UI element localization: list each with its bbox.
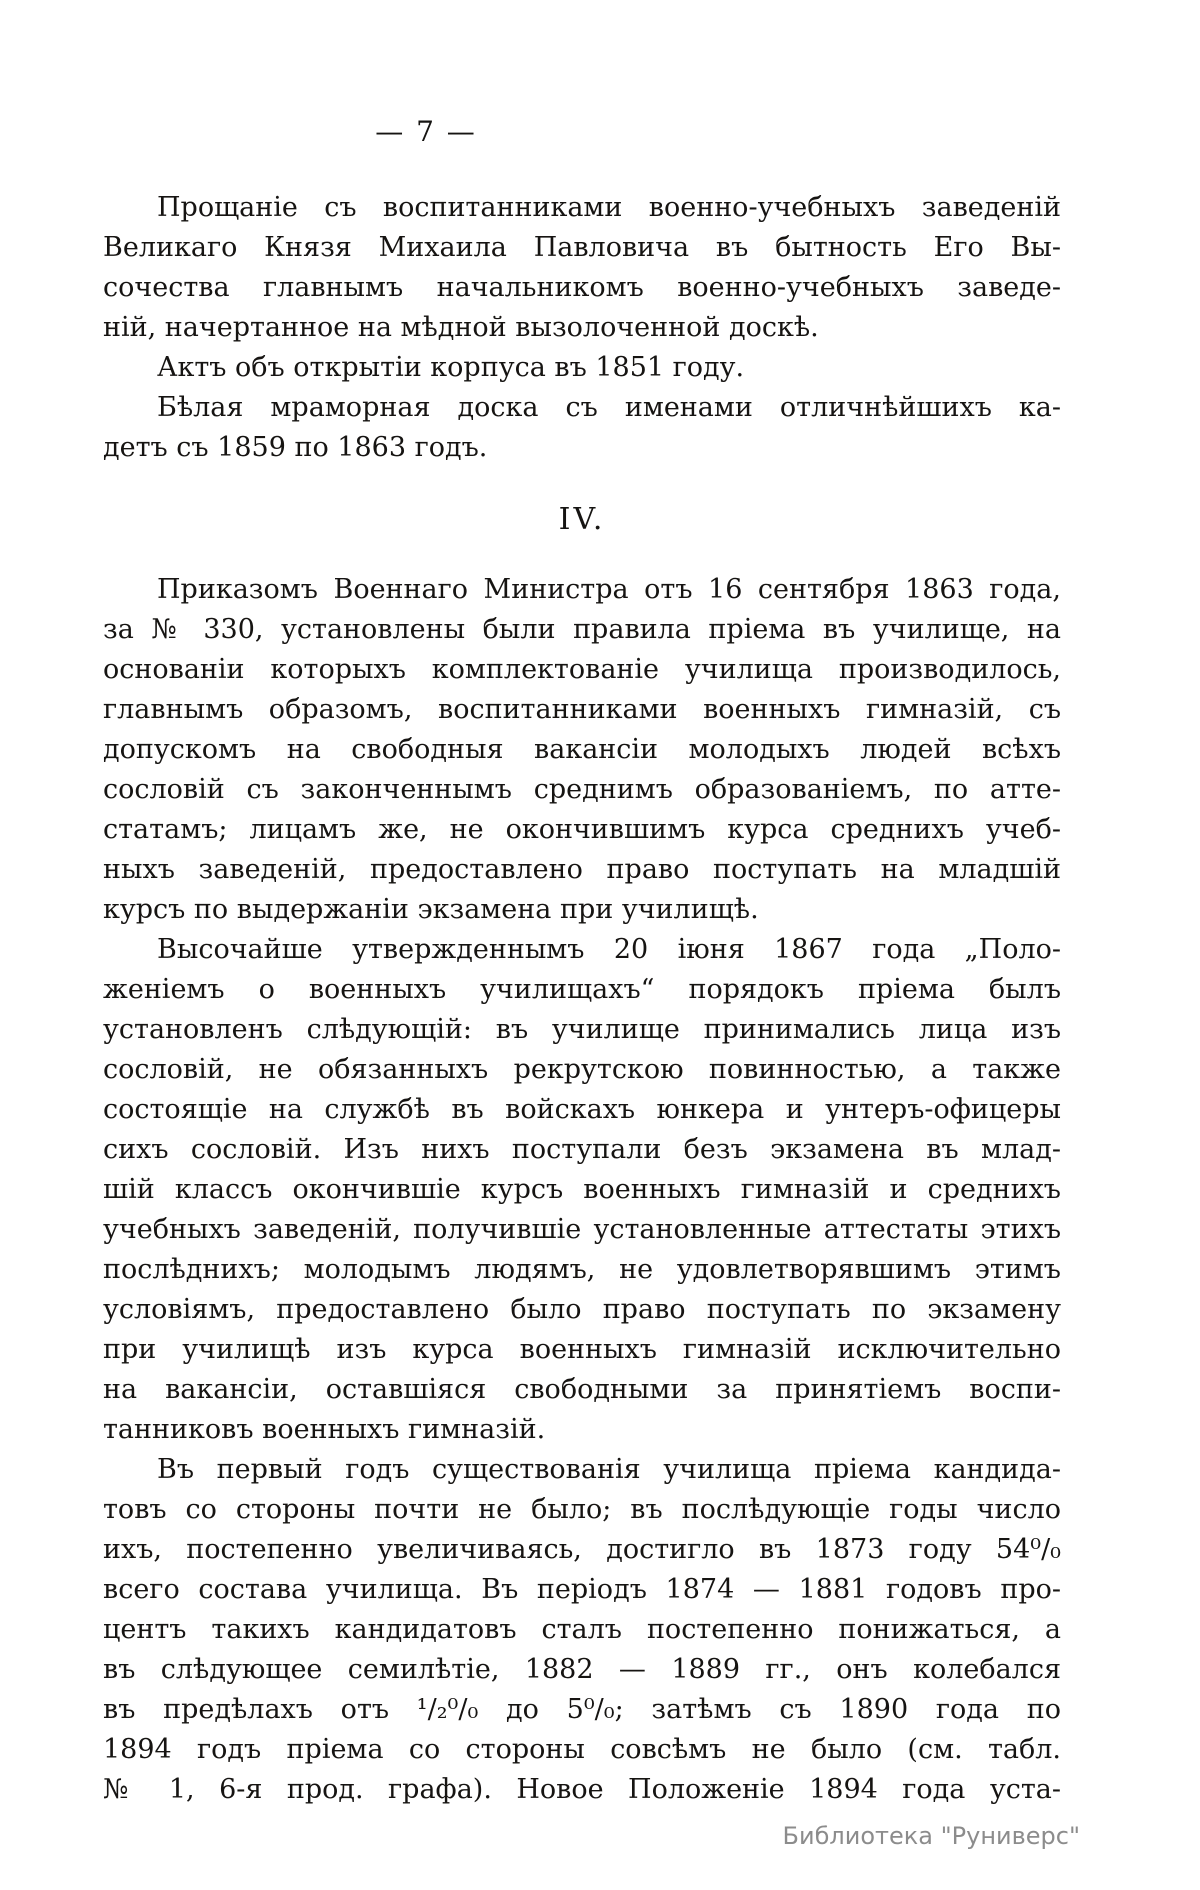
text-line: статамъ; лицамъ же, не окончившимъ курса среднихъ учеб- — [103, 814, 1061, 845]
text-column — [103, 0, 1061, 1810]
section-body-paragraphs — [103, 570, 1061, 1810]
page-number: — 7 — — [375, 115, 477, 148]
text-line: Бѣлая мраморная доска съ именами отличнѣйшихъ ка- — [157, 392, 1061, 423]
text-line: № 1, 6-я прод. графа). Новое Положеніе 1894 года уста- — [103, 1774, 1061, 1805]
text-line: состоящіе на службѣ въ войскахъ юнкера и унтеръ-офицеры — [103, 1094, 1061, 1125]
text-line: Актъ объ открытіи корпуса въ 1851 году. — [157, 352, 745, 383]
text-line: курсъ по выдержаніи экзамена при училищѣ. — [103, 894, 759, 925]
paragraph — [103, 348, 1061, 388]
text-line: Въ первый годъ существованія училища пріема кандида- — [157, 1454, 1061, 1485]
text-line: танниковъ военныхъ гимназій. — [103, 1414, 546, 1445]
text-line: сихъ сословій. Изъ нихъ поступали безъ экзамена въ млад- — [103, 1134, 1061, 1165]
text-line: сочества главнымъ начальникомъ военно-учебныхъ заведе- — [103, 272, 1061, 303]
text-line: ихъ, постепенно увеличиваясь, достигло въ 1873 году 54⁰/₀ — [103, 1534, 1061, 1565]
text-line: условіямъ, предоставлено было право поступать по экзамену — [103, 1294, 1061, 1325]
text-line: 1894 годъ пріема со стороны совсѣмъ не было (см. табл. — [103, 1734, 1061, 1765]
text-line: ній, начертанное на мѣдной вызолоченной доскѣ. — [103, 312, 819, 343]
text-line: въ слѣдующее семилѣтіе, 1882 — 1889 гг., онъ колебался — [103, 1654, 1061, 1685]
text-line: за № 330, установлены были правила пріема въ училище, на — [103, 614, 1061, 645]
paragraph — [103, 388, 1061, 468]
paragraph — [103, 570, 1061, 930]
text-line: Великаго Князя Михаила Павловича въ бытность Его Вы- — [103, 232, 1061, 263]
text-line: установленъ слѣдующій: въ училище принимались лица изъ — [103, 1014, 1061, 1045]
text-line: сословій, не обязанныхъ рекрутскою повинностью, а также — [103, 1054, 1061, 1085]
text-line: главнымъ образомъ, воспитанниками военныхъ гимназій, съ — [103, 694, 1061, 725]
text-line: Приказомъ Военнаго Министра отъ 16 сентября 1863 года, — [157, 574, 1061, 605]
library-watermark: Библиотека "Руниверс" — [782, 1822, 1080, 1850]
text-line: Прощаніе съ воспитанниками военно-учебныхъ заведеній — [157, 192, 1061, 223]
text-line: центъ такихъ кандидатовъ сталъ постепенно понижаться, а — [103, 1614, 1061, 1645]
paragraph — [103, 930, 1061, 1450]
text-line: при училищѣ изъ курса военныхъ гимназій исключительно — [103, 1334, 1061, 1365]
text-line: сословій съ законченнымъ среднимъ образованіемъ, по атте- — [103, 774, 1061, 805]
text-line: учебныхъ заведеній, получившіе установленные аттестаты этихъ — [103, 1214, 1061, 1245]
paragraph — [103, 1450, 1061, 1810]
text-line: товъ со стороны почти не было; въ послѣдующіе годы число — [103, 1494, 1061, 1525]
text-line: женіемъ о военныхъ училищахъ“ порядокъ пріема былъ — [103, 974, 1061, 1005]
text-line: въ предѣлахъ отъ ¹/₂⁰/₀ до 5⁰/₀; затѣмъ съ 1890 года по — [103, 1694, 1061, 1725]
section-heading: IV. — [558, 502, 606, 537]
text-line: Высочайше утвержденнымъ 20 іюня 1867 года „Поло- — [157, 934, 1061, 965]
text-line: детъ съ 1859 по 1863 годъ. — [103, 432, 488, 463]
text-line: основаніи которыхъ комплектованіе училища производилось, — [103, 654, 1061, 685]
text-line: допускомъ на свободныя вакансіи молодыхъ людей всѣхъ — [103, 734, 1061, 765]
text-line: шій классъ окончившіе курсъ военныхъ гимназій и среднихъ — [103, 1174, 1061, 1205]
text-line: послѣднихъ; молодымъ людямъ, не удовлетворявшимъ этимъ — [103, 1254, 1061, 1285]
paragraph — [103, 188, 1061, 348]
front-matter-paragraphs — [103, 188, 1061, 468]
text-line: на вакансіи, оставшіяся свободными за принятіемъ воспи- — [103, 1374, 1061, 1405]
text-line: всего состава училища. Въ періодъ 1874 — 1881 годовъ про- — [103, 1574, 1061, 1605]
text-line: ныхъ заведеній, предоставлено право поступать на младшій — [103, 854, 1061, 885]
